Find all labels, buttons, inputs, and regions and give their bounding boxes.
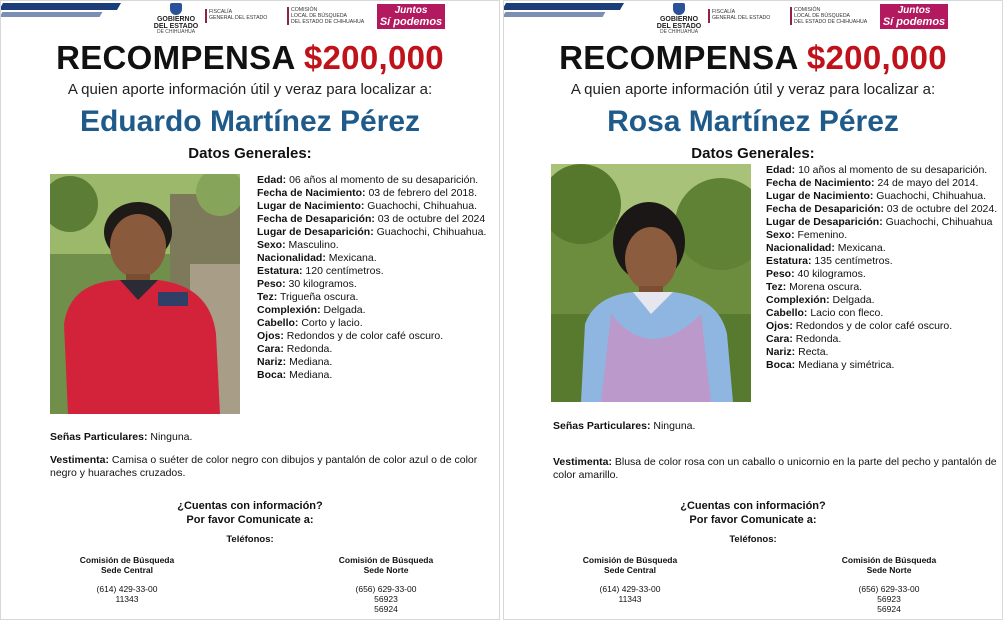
detail-value: 24 de mayo del 2014. [874, 177, 979, 189]
fiscalia-label-1: FISCALÍA [712, 9, 736, 15]
contact-subtitle: Sede Norte [866, 565, 912, 575]
comision-label-3: DEL ESTADO DE CHIHUAHUA [291, 19, 365, 25]
senas-particulares [50, 431, 192, 443]
detail-label: Sexo: [257, 239, 286, 251]
detail-value: 06 años al momento de su desaparición. [286, 174, 479, 186]
detail-row [766, 359, 998, 372]
detail-row [766, 294, 998, 307]
detail-label: Edad: [766, 164, 796, 176]
detail-label: Ojos: [766, 320, 793, 332]
detail-row [766, 190, 998, 203]
gobierno-label-1: GOBIERNO DEL ESTADO [656, 16, 702, 30]
reward-title [1, 39, 499, 77]
detail-row [257, 330, 493, 343]
contact-extension: 56923 [877, 594, 901, 604]
telefonos-label: Teléfonos: [226, 534, 274, 545]
cuentas-block [1, 499, 499, 527]
detail-label: Ojos: [257, 330, 284, 342]
detail-row [257, 200, 493, 213]
detail-value: Delgada. [829, 294, 875, 306]
contact-extension: 11343 [115, 594, 139, 604]
senas-label: Señas Particulares: [50, 431, 148, 443]
detail-row [257, 226, 493, 239]
detail-value: Redonda. [792, 333, 842, 345]
detail-label: Nacionalidad: [766, 242, 835, 254]
reward-amount: $200,000 [303, 39, 444, 76]
vestimenta-label: Vestimenta: [50, 454, 109, 466]
contact-subtitle: Sede Norte [363, 565, 409, 575]
cuentas-block [504, 499, 1002, 527]
reward-label: RECOMPENSA [56, 39, 295, 76]
contact-sede-norte [834, 555, 944, 614]
juntos-label-2: Sí podemos [379, 16, 443, 28]
vestimenta-label: Vestimenta: [553, 456, 612, 468]
reward-amount: $200,000 [806, 39, 947, 76]
detail-label: Boca: [766, 359, 796, 371]
state-shield-icon [673, 3, 685, 15]
detail-row [766, 307, 998, 320]
detail-value: Mediana. [286, 356, 333, 368]
detail-label: Lugar de Nacimiento: [257, 200, 365, 212]
detail-row [257, 369, 493, 382]
reward-title [504, 39, 1002, 77]
comision-logo [291, 7, 371, 25]
detail-row [257, 278, 493, 291]
detail-label: Fecha de Desaparición: [766, 203, 884, 215]
missing-person-name: Eduardo Martínez Pérez [79, 105, 421, 138]
comunicate-label: Por favor Comunicate a: [689, 514, 817, 526]
detail-row [257, 356, 493, 369]
detail-row [257, 213, 493, 226]
detail-label: Cabello: [766, 307, 808, 319]
reward-label: RECOMPENSA [559, 39, 798, 76]
detail-row [766, 177, 998, 190]
detail-row [766, 255, 998, 268]
detail-value: Guachochi, Chihuahua. [873, 190, 987, 202]
detail-label: Nariz: [766, 346, 796, 358]
gobierno-label-1: GOBIERNO DEL ESTADO [153, 16, 199, 30]
detail-label: Lugar de Desaparición: [257, 226, 374, 238]
missing-person-photo [551, 164, 751, 402]
detail-label: Cabello: [257, 317, 299, 329]
detail-value: Redondos y de color café oscuro. [792, 320, 953, 332]
detail-row [766, 268, 998, 281]
poster-rosa [503, 0, 1003, 620]
contact-title: Comisión de Búsqueda [338, 555, 434, 565]
detail-value: Recta. [795, 346, 829, 358]
detail-label: Boca: [257, 369, 287, 381]
gobierno-label-2: DE CHIHUAHUA [659, 29, 699, 35]
detail-value: Guachochi, Chihuahua. [373, 226, 487, 238]
detail-label: Fecha de Desaparición: [257, 213, 375, 225]
fiscalia-label-2: GENERAL DEL ESTADO [209, 15, 268, 21]
detail-label: Tez: [766, 281, 787, 293]
senas-particulares [553, 420, 695, 432]
poster-header [504, 1, 1002, 35]
detail-label: Nariz: [257, 356, 287, 368]
contact-extension: 56924 [374, 604, 398, 614]
comision-label-2: LOCAL DE BÚSQUEDA [794, 13, 851, 19]
detail-value: 03 de octubre del 2024. [883, 203, 998, 215]
cuentas-question: ¿Cuentas con información? [177, 500, 323, 512]
detail-value: 03 de octubre del 2024 [374, 213, 486, 225]
gobierno-logo [656, 3, 702, 35]
detail-value: Mexicana. [325, 252, 377, 264]
vestimenta [553, 456, 998, 482]
contact-sede-norte [331, 555, 441, 614]
detail-row [766, 229, 998, 242]
detail-value: 40 kilogramos. [794, 268, 866, 280]
detail-value: Morena oscura. [786, 281, 863, 293]
detail-value: Guachochi, Chihuahua. [364, 200, 478, 212]
senas-label: Señas Particulares: [553, 420, 651, 432]
contact-subtitle: Sede Central [101, 565, 153, 575]
juntos-label-2: Sí podemos [882, 16, 946, 28]
senas-value: Ninguna. [147, 431, 193, 443]
detail-value: Guachochi, Chihuahua [882, 216, 993, 228]
detail-value: Trigueña oscura. [277, 291, 359, 303]
comision-label-1: COMISIÓN [291, 7, 318, 13]
contact-sede-central [72, 555, 182, 604]
detail-row [766, 346, 998, 359]
comision-logo [794, 7, 874, 25]
detail-value: Redonda. [283, 343, 333, 355]
contact-phone: (614) 429-33-00 [96, 584, 158, 594]
header-stripe [1, 1, 141, 21]
comision-label-2: LOCAL DE BÚSQUEDA [291, 13, 348, 19]
detail-row [257, 174, 493, 187]
detail-value: 135 centímetros. [811, 255, 893, 267]
contact-title: Comisión de Búsqueda [79, 555, 175, 565]
detail-value: 10 años al momento de su desaparición. [795, 164, 988, 176]
detail-row [257, 291, 493, 304]
telefonos-label: Teléfonos: [729, 534, 777, 545]
details-list [257, 174, 493, 382]
cuentas-question: ¿Cuentas con información? [680, 500, 826, 512]
vestimenta-value: Camisa o suéter de color negro con dibujos y pantalón de color azul o de color negro y huaraches cruzados. [50, 454, 478, 479]
detail-label: Estatura: [257, 265, 303, 277]
detail-label: Fecha de Nacimiento: [766, 177, 875, 189]
contact-title: Comisión de Búsqueda [841, 555, 937, 565]
contact-phone: (614) 429-33-00 [599, 584, 661, 594]
detail-value: Delgada. [320, 304, 366, 316]
gobierno-label-2: DE CHIHUAHUA [156, 29, 196, 35]
contact-extension: 56924 [877, 604, 901, 614]
header-stripe [504, 1, 644, 21]
detail-row [257, 252, 493, 265]
vestimenta [50, 454, 495, 480]
fiscalia-logo [712, 9, 770, 21]
detail-value: Masculino. [285, 239, 339, 251]
detail-value: Lacio con fleco. [807, 307, 884, 319]
reward-subtitle: A quien aporte información útil y veraz para localizar a: [67, 81, 433, 98]
juntos-badge [880, 4, 948, 29]
contact-phone: (656) 629-33-00 [858, 584, 920, 594]
juntos-label-1: Juntos [394, 5, 428, 16]
contact-extension: 11343 [618, 594, 642, 604]
detail-value: Femenino. [794, 229, 848, 241]
detail-row [766, 281, 998, 294]
detail-label: Nacionalidad: [257, 252, 326, 264]
detail-label: Sexo: [766, 229, 795, 241]
detail-label: Peso: [257, 278, 286, 290]
detail-label: Edad: [257, 174, 287, 186]
poster-header [1, 1, 499, 35]
reward-subtitle: A quien aporte información útil y veraz para localizar a: [570, 81, 936, 98]
juntos-label-1: Juntos [897, 5, 931, 16]
detail-label: Lugar de Nacimiento: [766, 190, 874, 202]
detail-value: Mediana y simétrica. [795, 359, 895, 371]
contact-title: Comisión de Búsqueda [582, 555, 678, 565]
detail-row [257, 343, 493, 356]
contact-subtitle: Sede Central [604, 565, 656, 575]
comunicate-label: Por favor Comunicate a: [186, 514, 314, 526]
detail-row [257, 317, 493, 330]
contact-sede-central [575, 555, 685, 604]
senas-value: Ninguna. [650, 420, 696, 432]
detail-label: Peso: [766, 268, 795, 280]
detail-row [766, 216, 998, 229]
detail-row [766, 203, 998, 216]
detail-value: Redondos y de color café oscuro. [283, 330, 444, 342]
contact-extension: 56923 [374, 594, 398, 604]
fiscalia-label-1: FISCALÍA [209, 9, 233, 15]
detail-row [257, 187, 493, 200]
gobierno-logo [153, 3, 199, 35]
details-list [766, 164, 998, 372]
fiscalia-label-2: GENERAL DEL ESTADO [712, 15, 771, 21]
juntos-badge [377, 4, 445, 29]
detail-label: Tez: [257, 291, 278, 303]
detail-value: Corto y lacio. [298, 317, 363, 329]
comision-label-1: COMISIÓN [794, 7, 821, 13]
missing-person-photo [50, 174, 240, 414]
detail-label: Cara: [766, 333, 793, 345]
detail-row [766, 164, 998, 177]
detail-value: Mexicana. [834, 242, 886, 254]
state-shield-icon [170, 3, 182, 15]
detail-value: Mediana. [286, 369, 333, 381]
detail-label: Cara: [257, 343, 284, 355]
poster-eduardo [0, 0, 500, 620]
detail-label: Complexión: [257, 304, 321, 316]
detail-row [766, 320, 998, 333]
detail-value: 30 kilogramos. [285, 278, 357, 290]
vestimenta-value: Blusa de color rosa con un caballo o unicornio en la parte del pecho y pantalón de color amarillo. [553, 456, 997, 481]
comision-label-3: DEL ESTADO DE CHIHUAHUA [794, 19, 868, 25]
section-heading: Datos Generales: [188, 145, 312, 162]
detail-value: 03 de febrero del 2018. [365, 187, 478, 199]
detail-label: Fecha de Nacimiento: [257, 187, 366, 199]
detail-row [766, 242, 998, 255]
detail-row [257, 265, 493, 278]
detail-value: 120 centímetros. [302, 265, 384, 277]
detail-row [766, 333, 998, 346]
missing-person-name: Rosa Martínez Pérez [607, 105, 899, 138]
detail-label: Lugar de Desaparición: [766, 216, 883, 228]
detail-label: Estatura: [766, 255, 812, 267]
fiscalia-logo [209, 9, 267, 21]
detail-row [257, 239, 493, 252]
contact-phone: (656) 629-33-00 [355, 584, 417, 594]
section-heading: Datos Generales: [691, 145, 815, 162]
detail-label: Complexión: [766, 294, 830, 306]
detail-row [257, 304, 493, 317]
